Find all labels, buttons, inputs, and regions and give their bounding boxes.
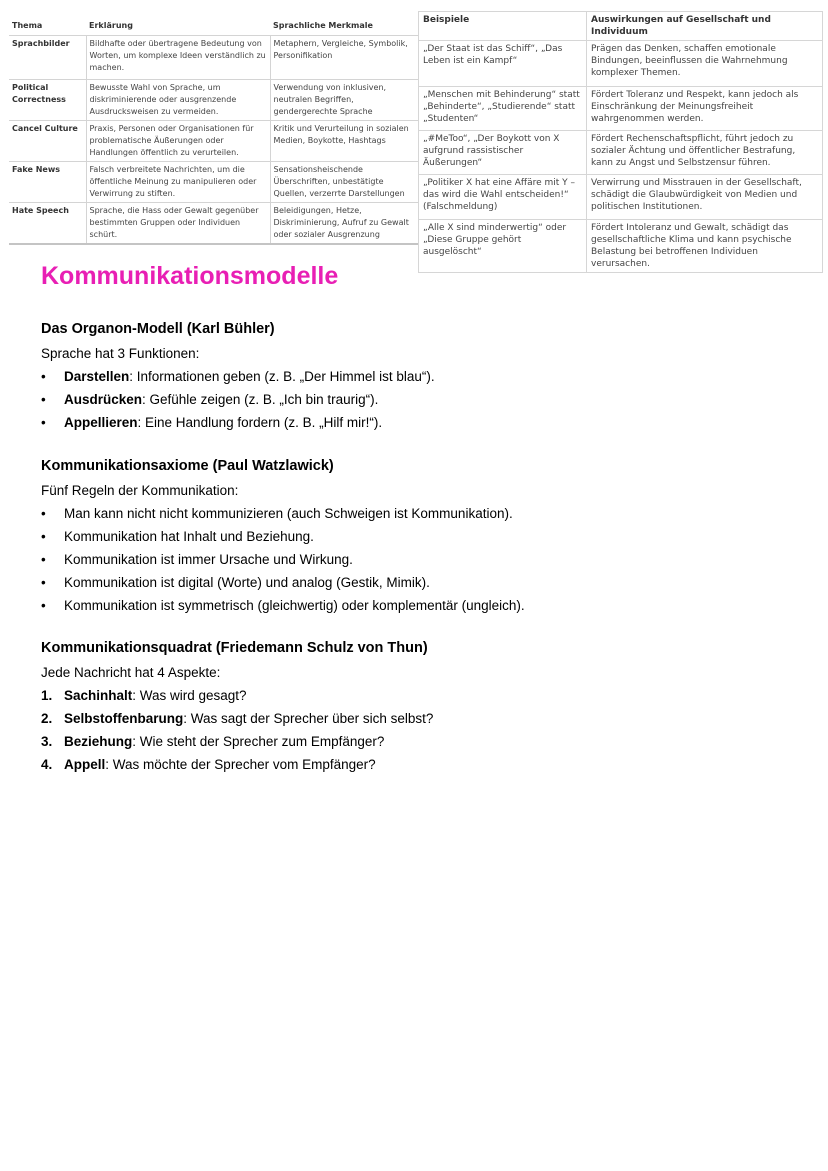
table-cell: Beleidigungen, Hetze, Diskriminierung, Aufruf zu Gewalt oder sozialer Ausgrenzung: [270, 203, 419, 245]
bullet-icon: •: [41, 575, 46, 590]
table-row: [9, 80, 419, 121]
list-item-text: Kommunikation ist immer Ursache und Wirkung.: [64, 552, 353, 567]
section-intro: Fünf Regeln der Kommunikation:: [41, 483, 239, 498]
list-item-term: Appell: [64, 757, 106, 772]
table-cell: Sprache, die Hass oder Gewalt gegenüber bestimmten Gruppen oder Individuen schürt.: [86, 203, 270, 245]
table-cell: Metaphern, Vergleiche, Symbolik, Personifikation: [270, 36, 419, 80]
list-item-term: Sachinhalt: [64, 688, 133, 703]
list-item: [41, 730, 801, 753]
bullet-icon: •: [41, 598, 46, 613]
list-item-text: Kommunikation ist symmetrisch (gleichwertig) oder komplementär (ungleich).: [64, 598, 525, 613]
list-item: [41, 502, 801, 525]
table-cell-topic: Fake News: [9, 162, 86, 203]
table-header-row: [419, 12, 823, 41]
list-item-text: : Wie steht der Sprecher zum Empfänger?: [132, 734, 385, 749]
list-number: 2.: [41, 711, 53, 726]
table-row: [9, 162, 419, 203]
aspect-list: [41, 684, 801, 776]
list-item: [41, 571, 801, 594]
list-item: [41, 594, 801, 617]
list-number: 4.: [41, 757, 53, 772]
table-cell-topic: Cancel Culture: [9, 121, 86, 162]
column-header: Auswirkungen auf Gesellschaft und Individuum: [587, 12, 823, 41]
list-item: [41, 684, 801, 707]
list-item-term: Selbstoffenbarung: [64, 711, 184, 726]
column-header: Sprachliche Merkmale: [270, 17, 419, 36]
communication-square-section: [41, 638, 801, 776]
list-item-text: : Was sagt der Sprecher über sich selbst?: [183, 711, 434, 726]
list-item: [41, 707, 801, 730]
bullet-icon: •: [41, 392, 46, 407]
table-cell: Praxis, Personen oder Organisationen für problematische Äußerungen oder Handlungen öffentlich zu verurteilen.: [86, 121, 270, 162]
list-item-text: : Eine Handlung fordern (z. B. „Hilf mir!“).: [137, 415, 383, 430]
table-row: [419, 87, 823, 131]
table-row: [9, 121, 419, 162]
list-item-text: : Was wird gesagt?: [132, 688, 247, 703]
list-item-text: Man kann nicht nicht kommunizieren (auch Schweigen ist Kommunikation).: [64, 506, 513, 521]
column-header: Beispiele: [419, 12, 587, 41]
table-row: [9, 36, 419, 80]
list-item-text: : Informationen geben (z. B. „Der Himmel ist blau“).: [129, 369, 435, 384]
table-cell: Kritik und Verurteilung in sozialen Medien, Boykotte, Hashtags: [270, 121, 419, 162]
list-number: 3.: [41, 734, 53, 749]
bullet-icon: •: [41, 506, 46, 521]
table-cell-topic: Political Correctness: [9, 80, 86, 121]
table-row: [419, 220, 823, 273]
section-intro: Jede Nachricht hat 4 Aspekte:: [41, 665, 221, 680]
section-heading: Kommunikationsquadrat (Friedemann Schulz von Thun): [41, 640, 428, 656]
list-item: [41, 525, 801, 548]
watzlawick-axioms-section: [41, 456, 801, 617]
table-cell: Fördert Toleranz und Respekt, kann jedoch als Einschränkung der Meinungsfreiheit wahrgenommen werden.: [587, 87, 823, 131]
list-item-text: Kommunikation hat Inhalt und Beziehung.: [64, 529, 314, 544]
bullet-icon: •: [41, 415, 46, 430]
table-cell: Prägen das Denken, schaffen emotionale Bindungen, beeinflussen die Wahrnehmung komplexer Themen.: [587, 41, 823, 87]
list-item-term: Ausdrücken: [64, 392, 143, 407]
table-cell-topic: Sprachbilder: [9, 36, 86, 80]
list-item: [41, 388, 801, 411]
organon-model-section: [41, 319, 801, 434]
list-item-term: Appellieren: [64, 415, 138, 430]
table-cell: Verwendung von inklusiven, neutralen Begriffen, gendergerechte Sprache: [270, 80, 419, 121]
table-cell: Fördert Rechenschaftspflicht, führt jedoch zu sozialer Ächtung und öffentlicher Bestrafung, kann zu Angst und Selbstzensur führen.: [587, 131, 823, 175]
bullet-icon: •: [41, 529, 46, 544]
table-cell: „Der Staat ist das Schiff“, „Das Leben ist ein Kampf“: [419, 41, 587, 87]
table-header-row: [9, 17, 419, 36]
section-heading: Kommunikationsaxiome (Paul Watzlawick): [41, 458, 334, 474]
list-item-text: : Was möchte der Sprecher vom Empfänger?: [105, 757, 376, 772]
list-item-text: Kommunikation ist digital (Worte) und analog (Gestik, Mimik).: [64, 575, 430, 590]
table-cell: Fördert Intoleranz und Gewalt, schädigt das gesellschaftliche Klima und kann psychische Belastung bei betroffenen Individuen verursachen.: [587, 220, 823, 273]
list-item-text: : Gefühle zeigen (z. B. „Ich bin traurig“).: [142, 392, 379, 407]
table-cell: „Menschen mit Behinderung“ statt „Behinderte“, „Studierende“ statt „Studenten“: [419, 87, 587, 131]
column-header: Erklärung: [86, 17, 270, 36]
table-cell: Bewusste Wahl von Sprache, um diskriminierende oder ausgrenzende Ausdrucksweisen zu vermeiden.: [86, 80, 270, 121]
bullet-icon: •: [41, 552, 46, 567]
table-cell: Sensationsheischende Überschriften, unbestätigte Quellen, verzerrte Darstellungen: [270, 162, 419, 203]
table-cell: „#MeToo“, „Der Boykott von X aufgrund rassistischer Äußerungen“: [419, 131, 587, 175]
table-cell: Falsch verbreitete Nachrichten, um die öffentliche Meinung zu manipulieren oder Verwirrung zu stiften.: [86, 162, 270, 203]
function-list: [41, 365, 801, 434]
list-item: [41, 753, 801, 776]
section-intro: Sprache hat 3 Funktionen:: [41, 346, 200, 361]
column-header: Thema: [9, 17, 86, 36]
page-title: Kommunikationsmodelle: [41, 262, 339, 290]
topics-table-left: [9, 17, 419, 245]
list-item: [41, 411, 801, 434]
examples-table-right: [418, 11, 823, 273]
table-row: [419, 175, 823, 220]
axiom-list: [41, 502, 801, 617]
table-row: [419, 131, 823, 175]
table-cell: Bildhafte oder übertragene Bedeutung von Worten, um komplexe Ideen verständlich zu machen.: [86, 36, 270, 80]
table-cell: „Politiker X hat eine Affäre mit Y – das wird die Wahl entscheiden!“ (Falschmeldung): [419, 175, 587, 220]
list-item-term: Beziehung: [64, 734, 133, 749]
list-item-term: Darstellen: [64, 369, 130, 384]
table-cell: „Alle X sind minderwertig“ oder „Diese Gruppe gehört ausgelöscht“: [419, 220, 587, 273]
list-number: 1.: [41, 688, 53, 703]
list-item: [41, 365, 801, 388]
section-heading: Das Organon-Modell (Karl Bühler): [41, 321, 275, 337]
table-row: [9, 203, 419, 245]
table-row: [419, 41, 823, 87]
list-item: [41, 548, 801, 571]
table-cell: Verwirrung und Misstrauen in der Gesellschaft, schädigt die Glaubwürdigkeit von Medien und politischen Institutionen.: [587, 175, 823, 220]
table-cell-topic: Hate Speech: [9, 203, 86, 245]
bullet-icon: •: [41, 369, 46, 384]
